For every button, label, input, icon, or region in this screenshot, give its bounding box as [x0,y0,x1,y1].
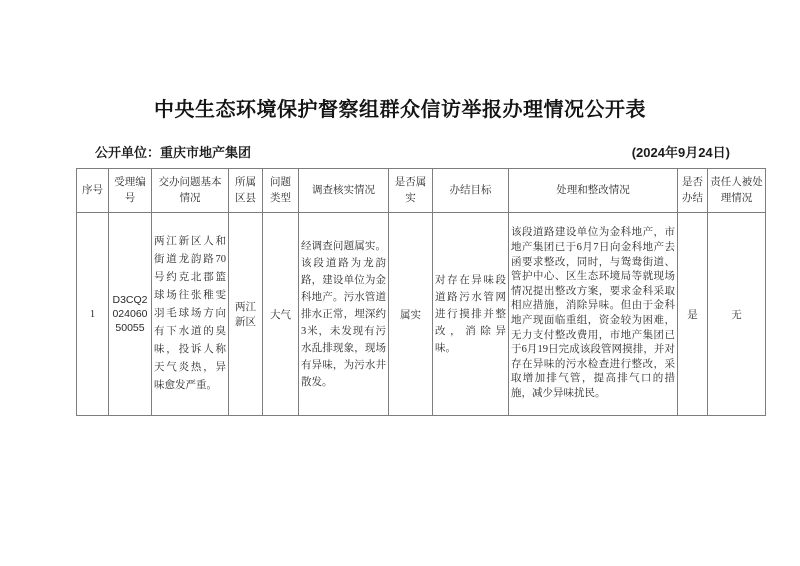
col-header-verification: 调查核实情况 [299,169,389,213]
meta-row [95,142,730,161]
publish-date: (2024年9月24日) [631,145,730,160]
table-row [77,213,766,416]
col-header-goal: 办结目标 [433,169,509,213]
col-header-handling: 处理和整改情况 [509,169,678,213]
col-header-accountability: 责任人被处理情况 [708,169,766,213]
cell-case-no: D3CQ202406050055 [109,213,152,416]
cell-seq: 1 [77,213,109,416]
cell-verification: 经调查问题属实。该段道路为龙韵路，建设单位为金科地产。污水管道排水正常，埋深约3米，未发现有污水乱排现象，现场有异味，为污水井散发。 [299,213,389,416]
col-header-is-closed: 是否办结 [678,169,708,213]
col-header-is-true: 是否属实 [389,169,433,213]
col-header-district: 所属区县 [229,169,263,213]
cell-district: 两江新区 [229,213,263,416]
report-table [76,168,766,416]
cell-type: 大气 [263,213,299,416]
col-header-case-no: 受理编号 [109,169,152,213]
cell-goal: 对存在异味段道路污水管网进行摸排并整改，消除异味。 [433,213,509,416]
cell-issue: 两江新区人和街道龙韵路70号约克北郡篮球场往张稚雯羽毛球场方向有下水道的臭味，投诉人称天气炎热，异味愈发严重。 [152,213,229,416]
page-title: 中央生态环境保护督察组群众信访举报办理情况公开表 [154,99,646,121]
col-header-issue: 交办问题基本情况 [152,169,229,213]
cell-is-closed: 是 [678,213,708,416]
col-header-type: 问题类型 [263,169,299,213]
publisher-unit: 公开单位：重庆市地产集团 [95,145,252,160]
cell-is-true: 属实 [389,213,433,416]
header-row [77,169,766,213]
cell-accountability: 无 [708,213,766,416]
cell-handling: 该段道路建设单位为金科地产，市地产集团已于6月7日向金科地产去函要求整改，同时，与鸳鸯街道、管护中心、区生态环境局等就现场情况提出整改方案，要求金科采取相应措施，消除异味。但由于金科地产现面临重组，资金较为困难，无力支付整改费用，市地产集团已于6月19日完成该段管网摸排，并对存在异味的污水检查进行整改，采取增加排气管，提高排气口的措施，减少异味扰民。 [509,213,678,416]
col-header-seq: 序号 [77,169,109,213]
